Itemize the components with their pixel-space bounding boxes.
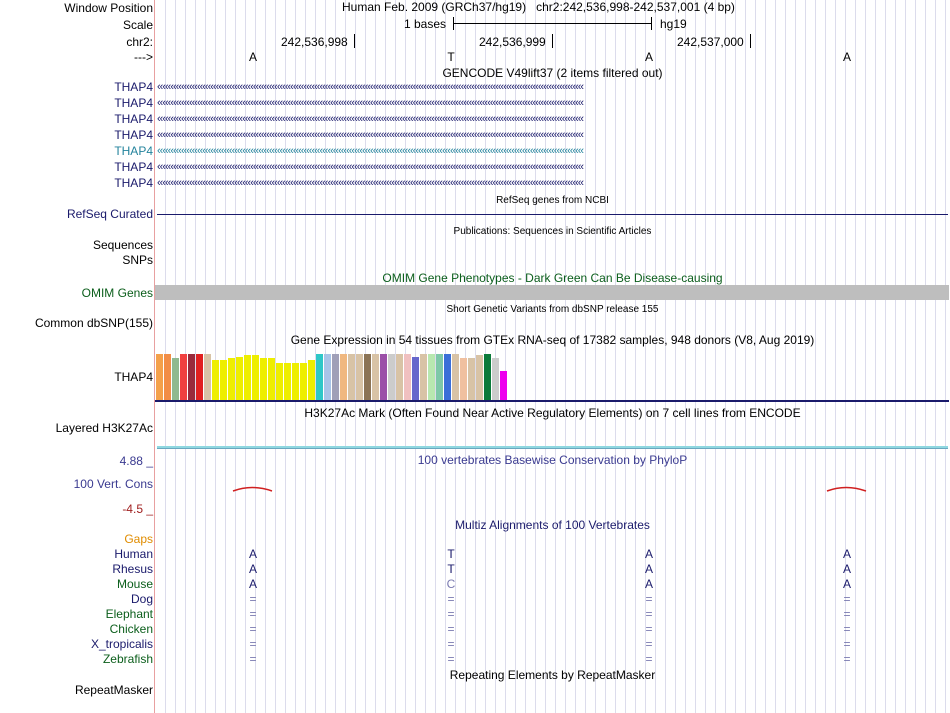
multiz-species-label[interactable]: Dog	[130, 592, 153, 606]
gtex-tissue-bar[interactable]	[292, 363, 299, 400]
gtex-tissue-bar[interactable]	[436, 354, 443, 400]
multiz-aligned-base: A	[644, 562, 653, 576]
position-tick-label-2: 242,536,999	[479, 35, 546, 49]
gtex-tissue-bar[interactable]	[356, 354, 363, 400]
multiz-species-label[interactable]: Elephant	[105, 607, 153, 621]
multiz-aligned-base: A	[842, 562, 851, 576]
gtex-tissue-bar[interactable]	[484, 354, 491, 400]
gencode-track-title[interactable]: GENCODE V49lift37 (2 items filtered out)	[442, 66, 663, 80]
dbsnp-track-label[interactable]: Common dbSNP(155)	[34, 316, 153, 330]
multiz-aligned-base: =	[249, 652, 257, 666]
gencode-gene-feature[interactable]: ‹‹‹‹‹‹‹‹‹‹‹‹‹‹‹‹‹‹‹‹‹‹‹‹‹‹‹‹‹‹‹‹‹‹‹‹‹‹‹‹‹‹‹‹‹‹‹‹‹‹‹‹‹‹‹‹‹‹‹‹‹‹‹‹‹‹‹‹‹‹‹‹‹‹‹‹‹‹‹‹‹‹‹‹‹‹‹‹‹‹‹‹‹‹‹‹‹‹‹‹‹‹‹‹‹‹‹‹‹‹‹‹‹‹‹‹‹‹‹‹‹‹‹‹‹‹‹‹‹‹‹‹‹‹‹‹‹‹‹‹‹‹‹‹‹‹‹‹‹‹‹‹‹‹‹‹‹‹‹‹	[157, 97, 584, 109]
multiz-species-label[interactable]: Chicken	[109, 622, 153, 636]
multiz-aligned-base: =	[843, 652, 851, 666]
multiz-aligned-base: A	[842, 547, 851, 561]
gtex-tissue-bar[interactable]	[284, 363, 291, 400]
gtex-tissue-bar[interactable]	[196, 354, 203, 400]
multiz-aligned-base: A	[248, 562, 257, 576]
gtex-tissue-bar[interactable]	[476, 355, 483, 400]
multiz-aligned-base: T	[447, 562, 455, 576]
gtex-tissue-bar[interactable]	[188, 354, 195, 400]
omim-gene-block[interactable]	[155, 285, 949, 300]
gtex-tissue-bar[interactable]	[444, 354, 451, 400]
multiz-aligned-base: C	[446, 577, 456, 591]
publications-sequences-label[interactable]: Sequences	[92, 238, 153, 252]
gtex-tissue-bar[interactable]	[268, 358, 275, 400]
gtex-track-title[interactable]: Gene Expression in 54 tissues from GTEx RNA-seq of 17382 samples, 948 donors (V8, Aug 2019)	[290, 333, 815, 347]
omim-track-title[interactable]: OMIM Gene Phenotypes - Dark Green Can Be Disease-causing	[382, 271, 723, 285]
gtex-tissue-bar[interactable]	[212, 360, 219, 400]
gtex-tissue-bar[interactable]	[260, 358, 267, 400]
gtex-tissue-bar[interactable]	[180, 354, 187, 400]
refseq-gene-line[interactable]	[157, 214, 948, 215]
gtex-tissue-bar[interactable]	[324, 354, 331, 400]
gencode-gene-label[interactable]: THAP4	[114, 80, 153, 94]
scale-bar	[453, 23, 652, 24]
gtex-tissue-bar[interactable]	[244, 355, 251, 400]
multiz-aligned-base: =	[645, 637, 653, 651]
dbsnp-track-title[interactable]: Short Genetic Variants from dbSNP release 155	[446, 304, 659, 315]
multiz-aligned-base: =	[249, 637, 257, 651]
gtex-tissue-bar[interactable]	[452, 354, 459, 400]
scale-text: 1 bases	[404, 17, 447, 31]
scale-bar-right-tick	[651, 17, 652, 30]
repeatmasker-track-title[interactable]: Repeating Elements by RepeatMasker	[449, 668, 656, 682]
gtex-tissue-bar[interactable]	[228, 358, 235, 400]
gencode-gene-feature[interactable]: ‹‹‹‹‹‹‹‹‹‹‹‹‹‹‹‹‹‹‹‹‹‹‹‹‹‹‹‹‹‹‹‹‹‹‹‹‹‹‹‹‹‹‹‹‹‹‹‹‹‹‹‹‹‹‹‹‹‹‹‹‹‹‹‹‹‹‹‹‹‹‹‹‹‹‹‹‹‹‹‹‹‹‹‹‹‹‹‹‹‹‹‹‹‹‹‹‹‹‹‹‹‹‹‹‹‹‹‹‹‹‹‹‹‹‹‹‹‹‹‹‹‹‹‹‹‹‹‹‹‹‹‹‹‹‹‹‹‹‹‹‹‹‹‹‹‹‹‹‹‹‹‹‹‹‹‹‹‹‹‹	[157, 129, 584, 141]
gtex-tissue-bar[interactable]	[364, 354, 371, 400]
refseq-track-title[interactable]: RefSeq genes from NCBI	[496, 195, 609, 206]
gtex-tissue-bar[interactable]	[348, 354, 355, 400]
scale-bar-left-tick	[453, 17, 454, 30]
omim-track-label[interactable]: OMIM Genes	[81, 286, 153, 300]
h3k27ac-track-title[interactable]: H3K27Ac Mark (Often Found Near Active Regulatory Elements) on 7 cell lines from ENCODE	[304, 406, 801, 420]
gtex-tissue-bar[interactable]	[468, 358, 475, 400]
gtex-tissue-bar[interactable]	[380, 354, 387, 400]
multiz-aligned-base: =	[645, 607, 653, 621]
gtex-tissue-bar[interactable]	[420, 354, 427, 400]
multiz-aligned-base: =	[249, 607, 257, 621]
multiz-aligned-base: T	[447, 547, 455, 561]
phylop-max-label: 4.88 _	[119, 454, 153, 468]
phylop-track-title[interactable]: 100 vertebrates Basewise Conservation by PhyloP	[417, 453, 688, 467]
multiz-aligned-base: A	[842, 577, 851, 591]
gtex-track-label[interactable]: THAP4	[114, 370, 153, 384]
multiz-aligned-base: =	[843, 607, 851, 621]
ref-base-1: A	[248, 50, 257, 64]
gtex-tissue-bar[interactable]	[412, 357, 419, 400]
multiz-aligned-base: =	[645, 652, 653, 666]
gtex-tissue-bar[interactable]	[172, 358, 179, 400]
multiz-aligned-base: A	[644, 547, 653, 561]
multiz-aligned-base: =	[645, 622, 653, 636]
gencode-gene-feature[interactable]: ‹‹‹‹‹‹‹‹‹‹‹‹‹‹‹‹‹‹‹‹‹‹‹‹‹‹‹‹‹‹‹‹‹‹‹‹‹‹‹‹‹‹‹‹‹‹‹‹‹‹‹‹‹‹‹‹‹‹‹‹‹‹‹‹‹‹‹‹‹‹‹‹‹‹‹‹‹‹‹‹‹‹‹‹‹‹‹‹‹‹‹‹‹‹‹‹‹‹‹‹‹‹‹‹‹‹‹‹‹‹‹‹‹‹‹‹‹‹‹‹‹‹‹‹‹‹‹‹‹‹‹‹‹‹‹‹‹‹‹‹‹‹‹‹‹‹‹‹‹‹‹‹‹‹‹‹‹‹‹‹	[157, 81, 584, 93]
multiz-aligned-base: =	[447, 607, 455, 621]
multiz-species-label[interactable]: X_tropicalis	[90, 637, 153, 651]
gencode-gene-label[interactable]: THAP4	[114, 144, 153, 158]
gtex-tissue-bar[interactable]	[316, 354, 323, 400]
gtex-tissue-bar[interactable]	[276, 363, 283, 400]
gtex-tissue-bar[interactable]	[156, 354, 163, 400]
gencode-gene-label[interactable]: THAP4	[114, 128, 153, 142]
db-text: hg19	[660, 17, 687, 31]
position-tick-3	[750, 34, 751, 48]
gtex-tissue-bar[interactable]	[428, 354, 435, 400]
multiz-species-label[interactable]: Human	[114, 547, 153, 561]
gtex-tissue-bar[interactable]	[220, 360, 227, 400]
gencode-gene-feature[interactable]: ‹‹‹‹‹‹‹‹‹‹‹‹‹‹‹‹‹‹‹‹‹‹‹‹‹‹‹‹‹‹‹‹‹‹‹‹‹‹‹‹‹‹‹‹‹‹‹‹‹‹‹‹‹‹‹‹‹‹‹‹‹‹‹‹‹‹‹‹‹‹‹‹‹‹‹‹‹‹‹‹‹‹‹‹‹‹‹‹‹‹‹‹‹‹‹‹‹‹‹‹‹‹‹‹‹‹‹‹‹‹‹‹‹‹‹‹‹‹‹‹‹‹‹‹‹‹‹‹‹‹‹‹‹‹‹‹‹‹‹‹‹‹‹‹‹‹‹‹‹‹‹‹‹‹‹‹‹‹‹‹	[157, 161, 584, 173]
multiz-aligned-base: =	[447, 637, 455, 651]
gtex-tissue-bar[interactable]	[396, 354, 403, 400]
multiz-species-label[interactable]: Zebrafish	[102, 652, 153, 666]
multiz-aligned-base: =	[645, 592, 653, 606]
gtex-tissue-bar[interactable]	[308, 360, 315, 400]
gencode-gene-feature[interactable]: ‹‹‹‹‹‹‹‹‹‹‹‹‹‹‹‹‹‹‹‹‹‹‹‹‹‹‹‹‹‹‹‹‹‹‹‹‹‹‹‹‹‹‹‹‹‹‹‹‹‹‹‹‹‹‹‹‹‹‹‹‹‹‹‹‹‹‹‹‹‹‹‹‹‹‹‹‹‹‹‹‹‹‹‹‹‹‹‹‹‹‹‹‹‹‹‹‹‹‹‹‹‹‹‹‹‹‹‹‹‹‹‹‹‹‹‹‹‹‹‹‹‹‹‹‹‹‹‹‹‹‹‹‹‹‹‹‹‹‹‹‹‹‹‹‹‹‹‹‹‹‹‹‹‹‹‹‹‹‹‹	[157, 177, 584, 189]
gtex-tissue-bar[interactable]	[388, 354, 395, 400]
gtex-tissue-bar[interactable]	[252, 355, 259, 400]
gtex-tissue-bar[interactable]	[500, 371, 507, 400]
multiz-aligned-base: A	[248, 577, 257, 591]
position-tick-1	[354, 34, 355, 48]
gencode-gene-label[interactable]: THAP4	[114, 176, 153, 190]
multiz-aligned-base: =	[249, 592, 257, 606]
gencode-gene-label[interactable]: THAP4	[114, 160, 153, 174]
multiz-species-label[interactable]: Mouse	[116, 577, 153, 591]
multiz-aligned-base: =	[447, 652, 455, 666]
gtex-tissue-bar[interactable]	[300, 363, 307, 400]
position-tick-2	[552, 34, 553, 48]
multiz-aligned-base: A	[248, 547, 257, 561]
gencode-gene-label[interactable]: THAP4	[114, 96, 153, 110]
multiz-aligned-base: =	[447, 622, 455, 636]
phylop-peak-1	[233, 488, 272, 492]
ref-base-3: A	[644, 50, 653, 64]
gencode-gene-feature[interactable]: ‹‹‹‹‹‹‹‹‹‹‹‹‹‹‹‹‹‹‹‹‹‹‹‹‹‹‹‹‹‹‹‹‹‹‹‹‹‹‹‹‹‹‹‹‹‹‹‹‹‹‹‹‹‹‹‹‹‹‹‹‹‹‹‹‹‹‹‹‹‹‹‹‹‹‹‹‹‹‹‹‹‹‹‹‹‹‹‹‹‹‹‹‹‹‹‹‹‹‹‹‹‹‹‹‹‹‹‹‹‹‹‹‹‹‹‹‹‹‹‹‹‹‹‹‹‹‹‹‹‹‹‹‹‹‹‹‹‹‹‹‹‹‹‹‹‹‹‹‹‹‹‹‹‹‹‹‹‹‹‹	[157, 113, 584, 125]
gencode-gene-label[interactable]: THAP4	[114, 112, 153, 126]
multiz-aligned-base: =	[249, 622, 257, 636]
gtex-tissue-bar[interactable]	[332, 354, 339, 400]
phylop-min-label: -4.5 _	[122, 502, 153, 516]
phylop-peak-2	[827, 488, 866, 492]
multiz-aligned-base: =	[843, 637, 851, 651]
strand-label: --->	[134, 50, 153, 64]
multiz-gaps-label[interactable]: Gaps	[124, 532, 153, 546]
h3k27ac-signal-shadow	[157, 448, 948, 449]
scale-label: Scale	[122, 18, 153, 32]
gtex-tissue-bar[interactable]	[492, 358, 499, 400]
ref-base-2: T	[447, 50, 455, 64]
assembly-position-text: Human Feb. 2009 (GRCh37/hg19) chr2:242,536,998-242,537,001 (4 bp)	[342, 0, 735, 14]
multiz-aligned-base: =	[447, 592, 455, 606]
gtex-tissue-bar[interactable]	[236, 357, 243, 400]
gtex-tissue-bar[interactable]	[404, 354, 411, 400]
phylop-track-label[interactable]: 100 Vert. Cons	[73, 477, 153, 491]
multiz-aligned-base: =	[843, 592, 851, 606]
multiz-track-title[interactable]: Multiz Alignments of 100 Vertebrates	[455, 518, 650, 532]
h3k27ac-track-label[interactable]: Layered H3K27Ac	[55, 421, 153, 435]
position-tick-label-1: 242,536,998	[281, 35, 348, 49]
window-position-label: Window Position	[64, 1, 153, 15]
refseq-track-label[interactable]: RefSeq Curated	[66, 207, 153, 221]
multiz-aligned-base: A	[644, 577, 653, 591]
gtex-expression-bars[interactable]	[155, 350, 555, 400]
chrom-label: chr2:	[126, 35, 153, 49]
phylop-signal[interactable]	[155, 480, 949, 500]
gencode-gene-feature[interactable]: ‹‹‹‹‹‹‹‹‹‹‹‹‹‹‹‹‹‹‹‹‹‹‹‹‹‹‹‹‹‹‹‹‹‹‹‹‹‹‹‹‹‹‹‹‹‹‹‹‹‹‹‹‹‹‹‹‹‹‹‹‹‹‹‹‹‹‹‹‹‹‹‹‹‹‹‹‹‹‹‹‹‹‹‹‹‹‹‹‹‹‹‹‹‹‹‹‹‹‹‹‹‹‹‹‹‹‹‹‹‹‹‹‹‹‹‹‹‹‹‹‹‹‹‹‹‹‹‹‹‹‹‹‹‹‹‹‹‹‹‹‹‹‹‹‹‹‹‹‹‹‹‹‹‹‹‹‹‹‹‹	[157, 145, 584, 157]
multiz-species-label[interactable]: Rhesus	[112, 562, 153, 576]
gtex-tissue-bar[interactable]	[204, 354, 211, 400]
gtex-tissue-bar[interactable]	[372, 354, 379, 400]
publications-snps-label[interactable]: SNPs	[122, 253, 153, 267]
gtex-baseline	[155, 400, 949, 402]
ref-base-4: A	[842, 50, 851, 64]
gtex-tissue-bar[interactable]	[460, 358, 467, 400]
gtex-tissue-bar[interactable]	[164, 354, 171, 400]
repeatmasker-track-label[interactable]: RepeatMasker	[74, 683, 153, 697]
publications-track-title[interactable]: Publications: Sequences in Scientific Articles	[453, 226, 652, 237]
position-tick-label-3: 242,537,000	[677, 35, 744, 49]
multiz-aligned-base: =	[843, 622, 851, 636]
gtex-tissue-bar[interactable]	[340, 354, 347, 400]
